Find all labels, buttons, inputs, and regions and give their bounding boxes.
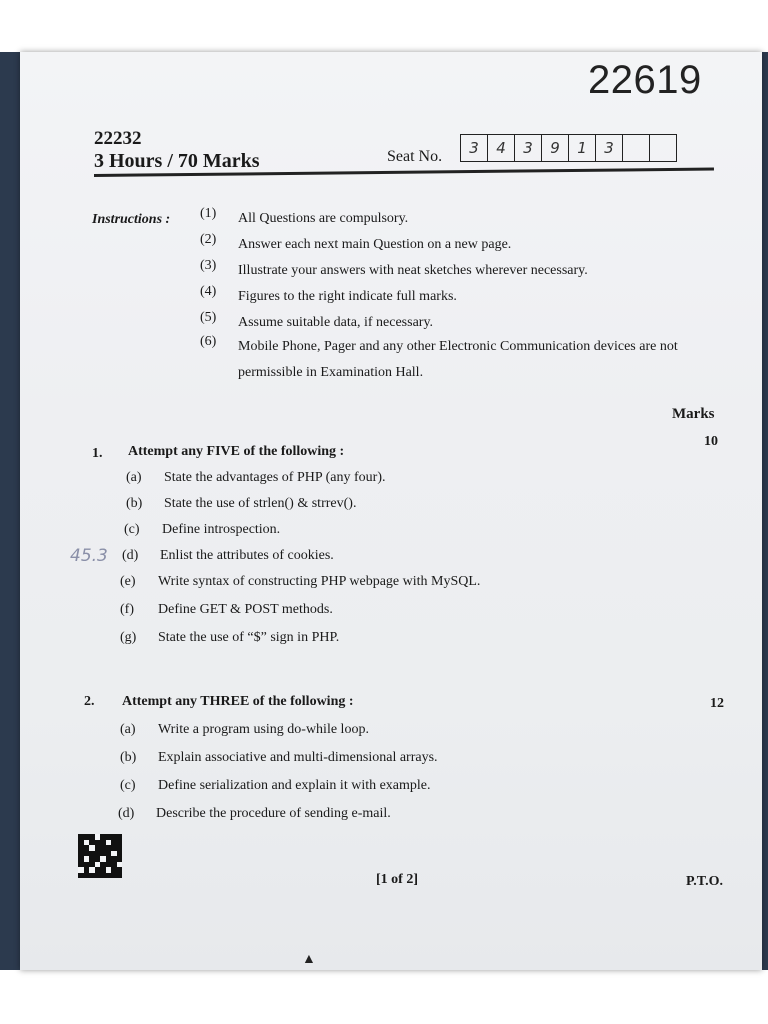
instruction-item: (1) All Questions are compulsory. [200, 206, 409, 226]
seat-digit: 3 [461, 135, 488, 161]
duration-marks: 3 Hours / 70 Marks [94, 150, 260, 172]
seat-digit [650, 135, 676, 161]
instruction-item: (3) Illustrate your answers with neat sketches wherever necessary. [200, 258, 588, 278]
question-title: Attempt any THREE of the following : [122, 694, 354, 709]
mark-icon: ▲ [302, 952, 316, 967]
subject-code: 22232 [94, 128, 142, 149]
instructions-label: Instructions : [92, 212, 171, 227]
seat-digit: 3 [515, 135, 542, 161]
pto-label: P.T.O. [686, 874, 723, 889]
seat-digit: 1 [569, 135, 596, 161]
page-number: [1 of 2] [376, 872, 418, 887]
question-item: (f) Define GET & POST methods. [120, 602, 333, 617]
question-item: (b) State the use of strlen() & strrev(). [126, 496, 357, 511]
question-number: 1. [92, 446, 103, 461]
instruction-item: (2) Answer each next main Question on a new page. [200, 232, 512, 252]
question-item: (d) Enlist the attributes of cookies. [122, 548, 334, 563]
seat-digit: 3 [596, 135, 623, 161]
seat-label: Seat No. [387, 148, 443, 165]
question-item: (a) State the advantages of PHP (any four). [126, 470, 386, 485]
handwritten-note: 45.3 [70, 546, 108, 566]
seat-digit: 9 [542, 135, 569, 161]
barcode-icon [78, 834, 122, 878]
question-item: (e) Write syntax of constructing PHP webpage with MySQL. [120, 574, 481, 589]
question-item: (a) Write a program using do-while loop. [120, 722, 369, 737]
exam-paper [20, 52, 762, 970]
instruction-item: (4) Figures to the right indicate full marks. [200, 284, 457, 304]
question-marks: 10 [704, 434, 718, 449]
question-item: (b) Explain associative and multi-dimensional arrays. [120, 750, 438, 765]
seat-number-boxes [460, 134, 677, 162]
instruction-item: (6) Mobile Phone, Pager and any other Electronic Communication devices are not permissible in Examination Hall. [200, 334, 678, 380]
instruction-item: (5) Assume suitable data, if necessary. [200, 310, 434, 330]
paper-code: 22619 [588, 58, 702, 102]
seat-digit [623, 135, 650, 161]
question-item: (c) Define introspection. [124, 522, 281, 537]
question-item: (c) Define serialization and explain it with example. [120, 778, 431, 793]
question-number: 2. [84, 694, 95, 709]
question-item: (d) Describe the procedure of sending e-mail. [118, 806, 391, 821]
seat-digit: 4 [488, 135, 515, 161]
marks-header: Marks [672, 406, 715, 422]
question-item: (g) State the use of “$” sign in PHP. [120, 630, 340, 645]
question-title: Attempt any FIVE of the following : [128, 444, 345, 459]
question-marks: 12 [710, 696, 724, 711]
